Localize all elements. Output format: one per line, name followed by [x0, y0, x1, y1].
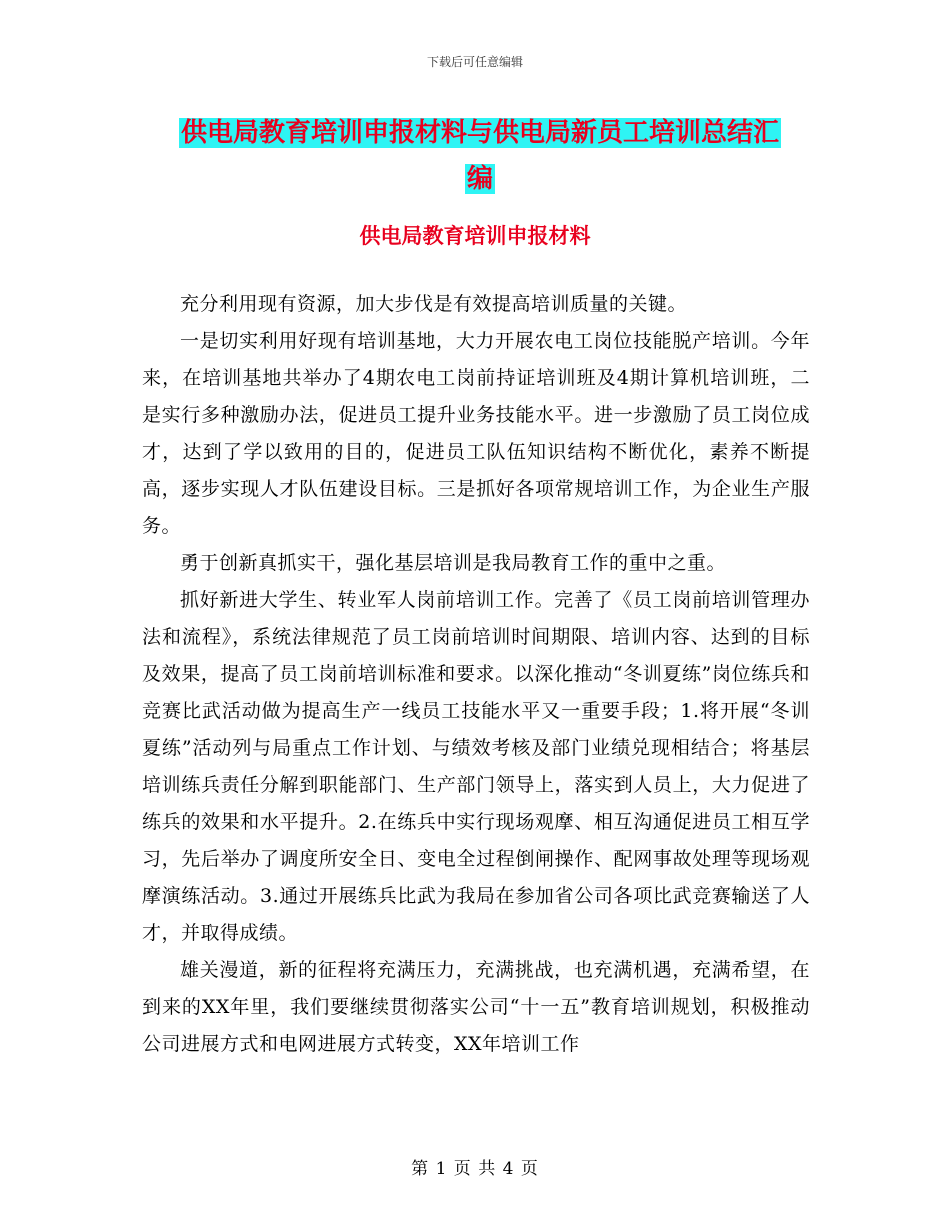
paragraph: 一是切实利用好现有培训基地，大力开展农电工岗位技能脱产培训。今年来，在培训基地共举办了4期农电工岗前持证培训班及4期计算机培训班，二是实行多种激励办法，促进员工提升业务技能水平。进一步激励了员工岗位成才，达到了学以致用的目的，促进员工队伍知识结构不断优化，素养不断提高，逐步实现人才队伍建设目标。三是抓好各项常规培训工作，为企业生产服务。 [142, 330, 810, 537]
paragraph: 抓好新进大学生、转业军人岗前培训工作。完善了《员工岗前培训管理办法和流程》，系统法律规范了员工岗前培训时间期限、培训内容、达到的目标及效果，提高了员工岗前培训标准和要求。以深化推动“冬训夏练”岗位练兵和竞赛比武活动做为提高生产一线员工技能水平又一重要手段；1.将开展“冬训夏练”活动列与局重点工作计划、与绩效考核及部门业绩兑现相结合；将基层培训练兵责任分解到职能部门、生产部门领导上，落实到人员上，大力促进了练兵的效果和水平提升。2.在练兵中实行现场观摩、相互沟通促进员工相互学习，先后举办了调度所安全日、变电全过程倒闸操作、配网事故处理等现场观摩演练活动。3.通过开展练兵比武为我局在参加省公司各项比武竞赛输送了人才，并取得成绩。 [142, 589, 810, 944]
paragraph: 充分利用现有资源，加大步伐是有效提高培训质量的关键。 [180, 293, 688, 315]
document-title-line-1: 供电局教育培训申报材料与供电局新员工培训总结汇 [180, 118, 779, 148]
page-number: 第 1 页 共 4 页 [411, 1159, 539, 1179]
document-title [150, 110, 810, 202]
header-note: 下载后可任意编辑 [426, 55, 523, 69]
section-title: 供电局教育培训申报材料 [359, 224, 591, 248]
body-text [142, 286, 810, 1063]
paragraph: 勇于创新真抓实干，强化基层培训是我局教育工作的重中之重。 [180, 552, 727, 574]
document-title-line-2: 编 [466, 164, 493, 194]
paragraph: 雄关漫道，新的征程将充满压力，充满挑战，也充满机遇，充满希望，在到来的XX年里，我们要继续贯彻落实公司“十一五”教育培训规划，积极推动公司进展方式和电网进展方式转变，XX年培训工作 [142, 959, 810, 1055]
